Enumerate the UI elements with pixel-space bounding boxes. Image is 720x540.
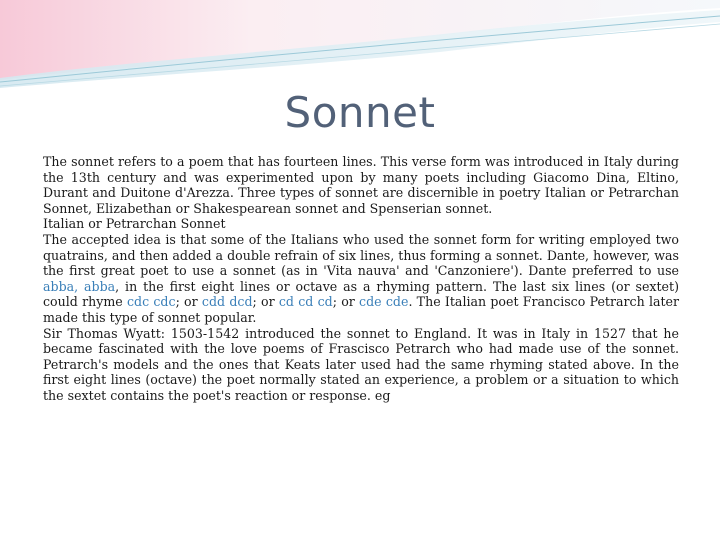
rhyme-scheme-sextet: cd cd cd: [278, 294, 333, 310]
wyatt-paragraph: Sir Thomas Wyatt: 1503-1542 introduced the sonnet to England. It was in Italy in 1527 that he became fascinated with the love poems of Frascisco Petrarch who had made use of the sonnet. Petrarch's models and the ones that Keats later used had the same rhyming stated above. In the first eight lines (octave) the poet normally stated an experience, a problem or a situation to which the sextet contains the poet's reaction or response. eg: [43, 325, 679, 403]
rhyme-scheme-sextet: cdc cdc: [126, 294, 176, 310]
rhyme-scheme-sextet: cde cde: [359, 294, 409, 310]
paragraph-text: , in the first eight lines or octave as a rhyming pattern. The last six lines (or sextet) could rhyme: [43, 278, 679, 310]
petrarchan-paragraph: [43, 232, 679, 326]
rhyme-scheme-sextet: cdd dcd: [201, 294, 253, 310]
section-heading: Italian or Petrarchan Sonnet: [43, 216, 226, 232]
slide-title: Sonnet: [284, 88, 436, 137]
rhyme-scheme-octave: abba, abba: [43, 278, 116, 294]
paragraph-text: ; or: [252, 294, 279, 310]
intro-paragraph: The sonnet refers to a poem that has fourteen lines. This verse form was introduced in Italy during the 13th century and was experimented upon by many poets including Giacomo Dina, Eltino, Durant and Duitone d'Arezza. Three types of sonnet are discernible in poetry Italian or Petrarchan Sonnet, Elizabethan or Shakespearean sonnet and Spenserian sonnet.: [43, 154, 679, 216]
paragraph-text: . The Italian poet Francisco Petrarch later made this type of sonnet popular.: [43, 294, 680, 325]
paragraph-text: ; or: [175, 294, 202, 310]
paragraph-text: The accepted idea is that some of the Italians who used the sonnet form for writing employed two quatrains, and then added a double refrain of six lines, thus forming a sonnet. Dante, however, was the first great poet to use a sonnet (as in 'Vita nauva' and 'Canzoniere'). Dante preferred to use: [43, 231, 679, 279]
slide-body: [43, 154, 679, 404]
paragraph-text: ; or: [332, 294, 360, 310]
header-wave-decoration: [0, 0, 720, 90]
